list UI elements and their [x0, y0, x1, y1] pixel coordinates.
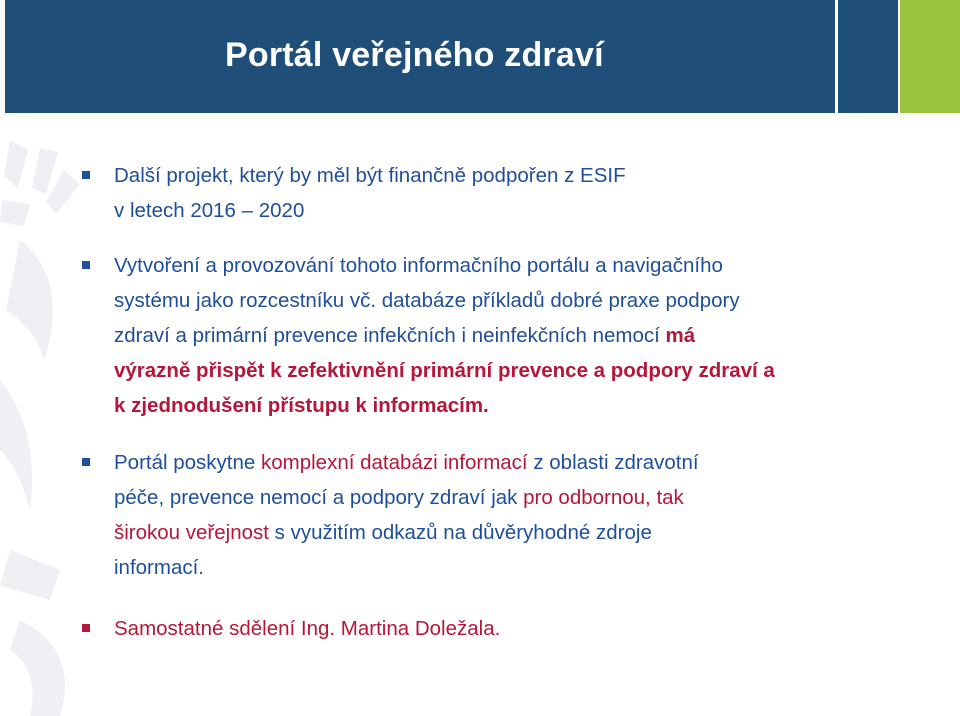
page-title: Portál veřejného zdraví [225, 36, 604, 74]
bullet-text-line: systému jako rozcestníku vč. databáze příkladů dobré praxe podpory [114, 289, 740, 312]
bullet-text-line [114, 445, 940, 480]
bullet-text-line: v letech 2016 – 2020 [114, 199, 305, 222]
square-bullet-icon [82, 624, 90, 632]
title-banner [5, 0, 835, 113]
square-bullet-icon [82, 458, 90, 466]
bullet-esif [80, 158, 940, 228]
bullet-separate-announcement [80, 611, 940, 646]
square-bullet-icon [82, 261, 90, 269]
bullet-database [80, 445, 940, 585]
bullet-text-line: Samostatné sdělení Ing. Martina Doležala. [114, 617, 501, 640]
bullet-text: Portál poskytne [114, 451, 261, 474]
bullet-text: z oblasti zdravotní [527, 451, 699, 474]
bullet-text-line [114, 318, 940, 353]
content-area [80, 158, 940, 646]
bullet-text-line: informací. [114, 556, 204, 579]
bullet-text: péče, prevence nemocí a podpory zdraví jak [114, 486, 524, 509]
square-bullet-icon [82, 171, 90, 179]
bullet-text: s využitím odkazů na důvěryhodné zdroje [268, 521, 652, 544]
highlighted-text: širokou veřejnost [114, 521, 269, 544]
bullet-text-line [114, 480, 940, 515]
highlighted-text: komplexní databázi informací [261, 451, 528, 474]
highlighted-text: má [659, 324, 696, 347]
bullet-text-line [114, 515, 940, 550]
highlighted-text: pro odbornou, tak [523, 486, 684, 509]
highlighted-text-line: k zjednodušení přístupu k informacím. [114, 394, 489, 417]
bullet-text-line: Další projekt, který by měl být finančně podpořen z ESIF [114, 164, 626, 187]
bullet-text-line: Vytvoření a provozování tohoto informačního portálu a navigačního [114, 254, 723, 277]
highlighted-text-line: výrazně přispět k zefektivnění primární prevence a podpory zdraví a [114, 359, 775, 382]
bullet-portal-creation [80, 248, 940, 423]
bullet-text: zdraví a primární prevence infekčních i neinfekčních nemocí [114, 324, 660, 347]
navy-square-decoration [838, 0, 898, 113]
green-square-decoration [900, 0, 960, 113]
